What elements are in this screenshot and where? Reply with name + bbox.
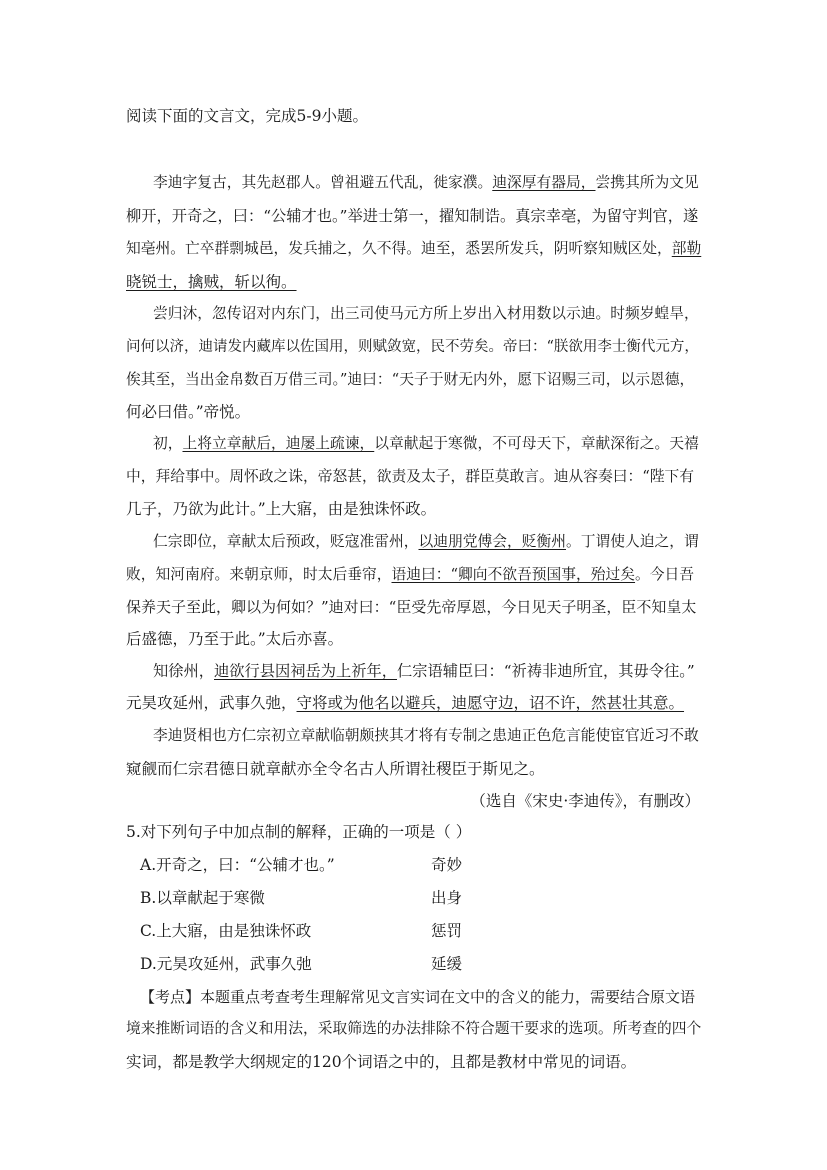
note-line3: 实词，都是教学大纲规定的120个词语之中的，且都是教材中常见的词语。 (126, 1053, 637, 1071)
underlined-phrase: 部勒 (671, 240, 702, 257)
p2-line1: 尝归沐，忽传诏对内东门，出三司使马元方所上岁出入材用数以示迪。时频岁蝗旱， (153, 305, 699, 322)
p6-line2: 窥觎而仁宗君德日就章献亦全令名古人所谓社稷臣于斯见之。 (126, 760, 545, 778)
p2-line2: 问何以济，迪请发内藏库以佐国用，则赋敛宽，民不劳矣。帝曰：“朕欲用李士衡代元方， (126, 339, 699, 355)
note-line2: 境来推断词语的含义和用法，采取筛选的办法排除不符合题干要求的选项。所考查的四个 (126, 1020, 702, 1037)
intro-instruction: 阅读下面的文言文，完成5-9小题。 (126, 107, 368, 125)
option-d: D.元昊攻延州，武事久弛 (140, 955, 312, 973)
option-a-meaning: 奇妙 (431, 856, 463, 874)
option-b: B.以章献起于寒微 (140, 889, 265, 907)
option-a: A.开奇之，曰：“公辅才也。” (140, 856, 335, 874)
p4-line4: 后盛德，乃至于此。”太后亦喜。 (126, 630, 344, 648)
p1-line2: 柳开，开奇之，曰：“公辅才也。”举进士第一，擢知制诰。真宗幸亳，为留守判官，遂 (126, 207, 699, 225)
source-citation: （选自《宋史·李迪传》，有删改） (470, 792, 700, 810)
p4-line3: 保养天子至此，卿以为何如？”迪对曰：“臣受先帝厚恩，今日见天子明圣，臣不知皇太 (126, 598, 697, 616)
note-line1: 【考点】本题重点考查考生理解常见文言实词在文中的含义的能力，需要结合原文语 (140, 988, 696, 1006)
p1-line4 (126, 271, 700, 293)
p4-line2: 败，知河南府。来朝京师，时太后垂帘，语迪曰：“卿向不欲吾预国事，殆过矣。今日吾 (126, 566, 695, 583)
p3-line2: 中，拜给事中。周怀政之诛，帝怒甚，欲责及太子，群臣莫敢言。迪从容奏曰：“陛下有 (126, 468, 695, 485)
option-c-meaning: 惩罚 (431, 922, 463, 940)
underlined-phrase: 迪欲行县因祠岳为上祈年， (214, 662, 397, 680)
p3-line1: 初，上将立章献后，迪屡上疏谏，以章献起于寒微，不可母天下，章献深衔之。天禧 (153, 435, 699, 452)
p4-line1: 仁宗即位，章献太后预政，贬寇准雷州，以迪朋党傅会，贬衡州。丁谓使人迫之，谓 (153, 533, 699, 550)
p6-line1: 李迪贤相也方仁宗初立章献临朝颇挟其才将有专制之患迪正色危言能使宦官近习不敢 (153, 727, 699, 744)
underlined-phrase: 迪深厚有器局， (492, 174, 596, 191)
underlined-phrase: 晓锐士，擒贼，斩以徇。 (126, 273, 297, 291)
underlined-phrase: 上将立章献后，迪屡上疏谏， (182, 435, 375, 452)
p1-line3: 知亳州。亡卒群剽城邑，发兵捕之，久不得。迪至，悉罢所发兵，阴听察知贼区处，部勒 (126, 240, 702, 257)
question-5: 5.对下列句子中加点制的解释，正确的一项是（ ） (126, 823, 472, 841)
p5-line2: 元昊攻延州，武事久弛，守将或为他名以避兵，迪愿守边，诏不许，然甚壮其意。 (126, 694, 685, 712)
option-b-meaning: 出身 (431, 889, 463, 907)
underlined-phrase: 以迪朋党傅会，贬衡州 (418, 533, 566, 550)
p2-line3: 俟其至，当出金帛数百万借三司。”迪曰：“天子于财无内外，愿下诏赐三司，以示恩德， (126, 371, 695, 388)
p3-line3: 几子，乃欲为此计。”上大寤，由是独诛怀政。 (126, 500, 437, 518)
p1-line1: 李迪字复古，其先赵郡人。曾祖避五代乱，徙家濮。迪深厚有器局，尝携其所为文见 (153, 174, 699, 191)
p2-line4: 何必曰借。”帝悦。 (126, 403, 251, 421)
option-d-meaning: 延缓 (431, 955, 463, 973)
option-c: C.上大寤，由是独诛怀政 (140, 922, 312, 940)
underlined-phrase: 守将或为他名以避兵，迪愿守边，诏不许，然甚壮其意。 (296, 694, 685, 712)
underlined-phrase: 语迪曰：“卿向不欲吾预国事，殆过矣 (391, 566, 636, 583)
p5-line1: 知徐州，迪欲行县因祠岳为上祈年，仁宗语辅臣曰：“祈祷非迪所宜，其毋令往。” (153, 662, 695, 680)
